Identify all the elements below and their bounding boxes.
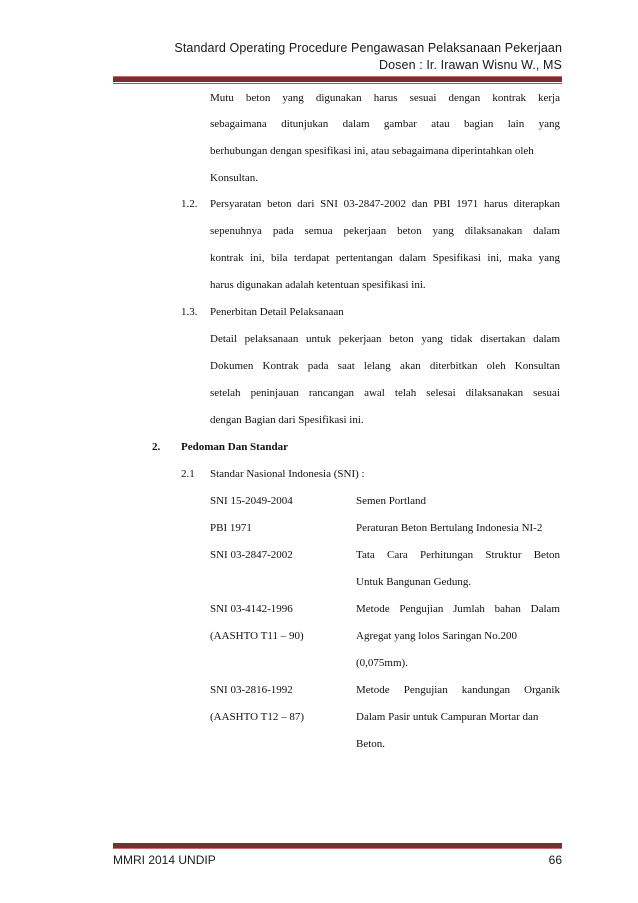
paragraph-line: kontrak ini, bila terdapat pertentangan dalam Spesifikasi ini, maka yang <box>210 252 560 264</box>
standard-code: SNI 03-2816-1992 <box>210 684 293 696</box>
standard-description: Untuk Bangunan Gedung. <box>356 576 472 588</box>
standard-code: PBI 1971 <box>210 522 252 534</box>
paragraph-line: Mutu beton yang digunakan harus sesuai dengan kontrak kerja <box>210 92 560 104</box>
standard-description: Beton. <box>356 738 386 750</box>
paragraph-line: setelah peninjauan rancangan awal telah selesai dilaksanakan sesuai <box>210 387 560 399</box>
footer-label: MMRI 2014 UNDIP <box>113 853 216 867</box>
standard-code: (AASHTO T11 – 90) <box>210 630 304 642</box>
page-number: 66 <box>548 853 562 867</box>
paragraph-line: sebagaimana ditunjukan dalam gambar atau bagian lain yang <box>210 118 560 130</box>
header-lecturer: Dosen : Ir. Irawan Wisnu W., MS <box>378 58 562 72</box>
standard-code: (AASHTO T12 – 87) <box>210 711 305 723</box>
footer-rule <box>113 843 562 849</box>
section-number: 1.2. <box>181 198 198 210</box>
header-rule <box>113 76 562 82</box>
standard-description: (0,075mm). <box>356 657 408 669</box>
section-number: 2. <box>152 441 161 453</box>
paragraph-line: berhubungan dengan spesifikasi ini, atau sebagaimana diperintahkan oleh <box>210 145 534 157</box>
paragraph-line: harus digunakan adalah ketentuan spesifikasi ini. <box>210 279 426 291</box>
standard-code: SNI 15-2049-2004 <box>210 495 293 507</box>
paragraph-line: Konsultan. <box>210 172 258 184</box>
standard-description: Semen Portland <box>356 495 426 507</box>
paragraph-line: Detail pelaksanaan untuk pekerjaan beton yang tidak disertakan dalam <box>210 333 560 345</box>
section-number: 1.3. <box>181 306 198 318</box>
standard-description: Metode Pengujian Jumlah bahan Dalam <box>356 603 560 615</box>
paragraph-line: sepenuhnya pada semua pekerjaan beton yang dilaksanakan dalam <box>210 225 560 237</box>
standard-code: SNI 03-4142-1996 <box>210 603 293 615</box>
section-title: Penerbitan Detail Pelaksanaan <box>210 306 344 318</box>
paragraph-line: Dokumen Kontrak pada saat lelang akan diterbitkan oleh Konsultan <box>210 360 560 372</box>
header-rule-thin <box>113 83 562 84</box>
page-header <box>102 40 562 74</box>
standard-description: Metode Pengujian kandungan Organik <box>356 684 560 696</box>
paragraph-line: dengan Bagian dari Spesifikasi ini. <box>210 414 364 426</box>
paragraph-line: Persyaratan beton dari SNI 03-2847-2002 dan PBI 1971 harus diterapkan <box>210 198 560 210</box>
section-number: 2.1 <box>181 468 195 480</box>
standard-description: Tata Cara Perhitungan Struktur Beton <box>356 549 560 561</box>
standard-description: Agregat yang lolos Saringan No.200 <box>356 630 517 642</box>
standard-description: Peraturan Beton Bertulang Indonesia NI-2 <box>356 522 543 534</box>
section-title: Standar Nasional Indonesia (SNI) : <box>210 468 365 480</box>
standard-code: SNI 03-2847-2002 <box>210 549 293 561</box>
header-title: Standard Operating Procedure Pengawasan Pelaksanaan Pekerjaan <box>174 41 562 55</box>
section-title: Pedoman Dan Standar <box>181 441 288 453</box>
standard-description: Dalam Pasir untuk Campuran Mortar dan <box>356 711 539 723</box>
